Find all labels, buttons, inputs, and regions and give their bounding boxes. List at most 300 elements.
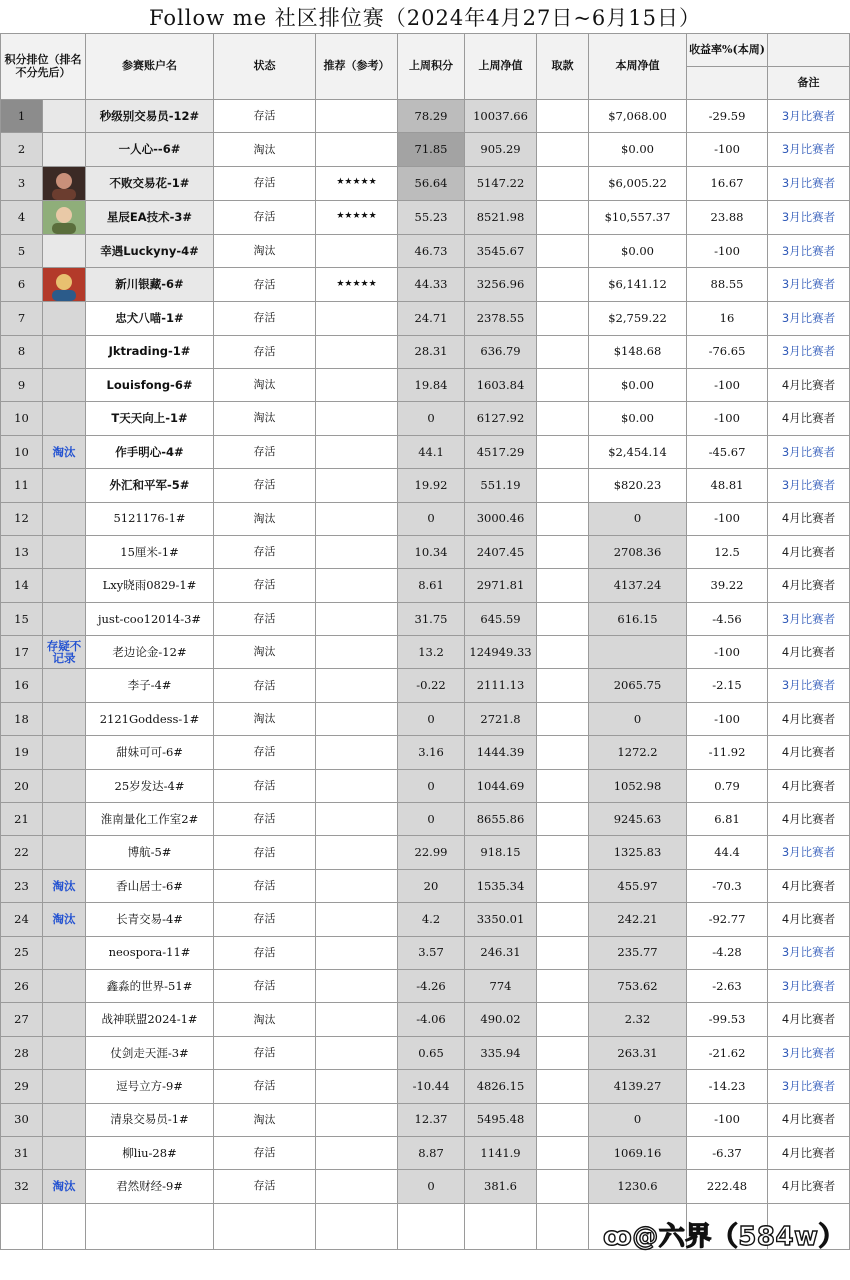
last-nav: 1141.9 [465,1136,537,1169]
note-cell: 4月比赛者 [768,903,850,936]
return-cell: -100 [687,234,768,267]
return-cell: 23.88 [687,200,768,234]
last-points: 0 [398,502,465,535]
account-name: 新川银藏-6# [86,268,214,302]
this-nav: 1069.16 [589,1136,687,1169]
withdraw-cell [537,1036,589,1069]
withdraw-cell [537,1070,589,1103]
status-cell: 存活 [214,535,316,568]
status-cell: 存活 [214,268,316,302]
last-nav: 3350.01 [465,903,537,936]
avatar [43,201,85,234]
status-cell: 存活 [214,803,316,836]
last-points: -10.44 [398,1070,465,1103]
table-row [1,1136,850,1169]
blank-cell [398,1203,465,1249]
blank-cell [316,1203,398,1249]
account-name: 逗号立方-9# [86,1070,214,1103]
table-row [1,769,850,802]
table-row [1,469,850,502]
rank-cell: 27 [1,1003,43,1036]
header-withdraw: 取款 [537,34,589,100]
withdraw-cell [537,936,589,969]
this-nav: $0.00 [589,234,687,267]
return-cell: 12.5 [687,535,768,568]
recommend-stars [316,435,398,468]
note-cell: 4月比赛者 [768,368,850,401]
note-cell: 4月比赛者 [768,1003,850,1036]
note-cell: 4月比赛者 [768,1170,850,1203]
status-cell: 存活 [214,869,316,902]
last-points: 28.31 [398,335,465,368]
table-row [1,402,850,435]
note-cell: 3月比赛者 [768,836,850,869]
return-cell: -2.15 [687,669,768,702]
recommend-stars [316,234,398,267]
last-points: 0 [398,702,465,735]
mark-cell [43,502,86,535]
account-name: Lxy晓雨0829-1# [86,569,214,602]
last-nav: 918.15 [465,836,537,869]
status-cell: 淘汰 [214,502,316,535]
status-cell: 淘汰 [214,1103,316,1136]
last-points: 20 [398,869,465,902]
return-cell: -99.53 [687,1003,768,1036]
this-nav: 1230.6 [589,1170,687,1203]
status-cell: 存活 [214,836,316,869]
blank-cell [86,1203,214,1249]
mark-cell [43,769,86,802]
withdraw-cell [537,1170,589,1203]
account-name: 星辰EA技术-3# [86,200,214,234]
account-name: 忠犬八喵-1# [86,302,214,335]
mark-cell [43,133,86,166]
mark-cell [43,200,86,234]
this-nav: 2065.75 [589,669,687,702]
note-cell: 4月比赛者 [768,702,850,735]
mark-cell [43,702,86,735]
last-nav: 551.19 [465,469,537,502]
table-row [1,335,850,368]
return-cell: 88.55 [687,268,768,302]
table-row [1,1036,850,1069]
account-name: 2121Goddess-1# [86,702,214,735]
recommend-stars [316,602,398,635]
account-name: T天天向上-1# [86,402,214,435]
account-name: 作手明心-4# [86,435,214,468]
mark-cell [43,1103,86,1136]
withdraw-cell [537,836,589,869]
return-cell: -14.23 [687,1070,768,1103]
return-cell: -11.92 [687,736,768,769]
rank-cell: 28 [1,1036,43,1069]
table-row [1,636,850,669]
status-cell: 存活 [214,669,316,702]
eliminated-mark: 存疑不记录 [43,636,86,669]
rank-cell: 30 [1,1103,43,1136]
note-cell: 3月比赛者 [768,1036,850,1069]
blank-cell [214,1203,316,1249]
status-cell: 存活 [214,335,316,368]
last-points: 78.29 [398,100,465,133]
recommend-stars [316,368,398,401]
avatar [43,167,85,200]
mark-cell [43,535,86,568]
return-cell: -100 [687,1103,768,1136]
mark-cell [43,1136,86,1169]
withdraw-cell [537,702,589,735]
header-status: 状态 [214,34,316,100]
recommend-stars [316,1036,398,1069]
note-cell: 3月比赛者 [768,268,850,302]
note-cell: 4月比赛者 [768,502,850,535]
this-nav [589,636,687,669]
withdraw-cell [537,166,589,200]
recommend-stars [316,636,398,669]
header-this-nav: 本周净值 [589,34,687,100]
header-return-blank [687,67,768,100]
eliminated-mark: 淘汰 [43,903,86,936]
return-cell: -100 [687,368,768,401]
status-cell: 存活 [214,569,316,602]
withdraw-cell [537,469,589,502]
return-cell: 0.79 [687,769,768,802]
table-row [1,535,850,568]
table-row [1,669,850,702]
note-cell: 4月比赛者 [768,402,850,435]
recommend-stars [316,836,398,869]
status-cell: 存活 [214,1136,316,1169]
mark-cell [43,402,86,435]
account-name: 25岁发达-4# [86,769,214,802]
rank-cell: 18 [1,702,43,735]
rank-cell: 6 [1,268,43,302]
mark-cell [43,569,86,602]
page-title: Follow me 社区排位赛（2024年4月27日~6月15日） [0,0,850,34]
account-name: 5121176-1# [86,502,214,535]
table-row [1,569,850,602]
mark-cell [43,836,86,869]
note-cell: 3月比赛者 [768,200,850,234]
last-points: 8.61 [398,569,465,602]
mark-cell [43,669,86,702]
status-cell: 淘汰 [214,636,316,669]
last-points: 0 [398,803,465,836]
last-points: 46.73 [398,234,465,267]
this-nav: 455.97 [589,869,687,902]
this-nav: $10,557.37 [589,200,687,234]
table-row [1,100,850,133]
account-name: 老边论金-12# [86,636,214,669]
weibo-icon: ꝏ [603,1222,633,1252]
last-points: 8.87 [398,1136,465,1169]
recommend-stars [316,535,398,568]
note-cell: 3月比赛者 [768,969,850,1002]
blank-cell [465,1203,537,1249]
note-cell: 4月比赛者 [768,535,850,568]
last-nav: 335.94 [465,1036,537,1069]
this-nav: 0 [589,1103,687,1136]
status-cell: 存活 [214,1070,316,1103]
rank-cell: 13 [1,535,43,568]
header-last-nav: 上周净值 [465,34,537,100]
header-recommend: 推荐（参考） [316,34,398,100]
account-name: 外汇和平军-5# [86,469,214,502]
account-name: 鑫淼的世界-51# [86,969,214,1002]
note-cell: 3月比赛者 [768,936,850,969]
account-name: 幸遇Luckyny-4# [86,234,214,267]
mark-cell [43,335,86,368]
return-cell: -4.28 [687,936,768,969]
this-nav: 1052.98 [589,769,687,802]
rank-cell: 17 [1,636,43,669]
recommend-stars: ★★★★★ [316,268,398,302]
last-nav: 2721.8 [465,702,537,735]
last-nav: 4517.29 [465,435,537,468]
withdraw-cell [537,368,589,401]
account-name: 秒级别交易员-12# [86,100,214,133]
this-nav: 1272.2 [589,736,687,769]
watermark: ꝏ@六界（584w） [603,1222,846,1252]
this-nav: 1325.83 [589,836,687,869]
note-cell: 4月比赛者 [768,736,850,769]
mark-cell [43,1070,86,1103]
withdraw-cell [537,133,589,166]
account-name: just-coo12014-3# [86,602,214,635]
status-cell: 存活 [214,435,316,468]
rank-cell: 20 [1,769,43,802]
rank-cell: 11 [1,469,43,502]
last-nav: 1535.34 [465,869,537,902]
rank-cell: 14 [1,569,43,602]
account-name: neospora-11# [86,936,214,969]
last-points: -4.06 [398,1003,465,1036]
return-cell: -92.77 [687,903,768,936]
this-nav: $0.00 [589,133,687,166]
rank-cell: 12 [1,502,43,535]
recommend-stars [316,133,398,166]
mark-cell [43,1003,86,1036]
recommend-stars [316,936,398,969]
account-name: Jktrading-1# [86,335,214,368]
note-cell: 3月比赛者 [768,302,850,335]
rank-cell: 10 [1,402,43,435]
header-account: 参赛账户名 [86,34,214,100]
header-rank: 积分排位（排名不分先后） [1,34,86,100]
last-points: 31.75 [398,602,465,635]
withdraw-cell [537,502,589,535]
table-row [1,368,850,401]
account-name: 甜妹可可-6# [86,736,214,769]
last-points: 0.65 [398,1036,465,1069]
note-cell: 3月比赛者 [768,1070,850,1103]
rank-cell: 3 [1,166,43,200]
last-nav: 490.02 [465,1003,537,1036]
status-cell: 存活 [214,1036,316,1069]
last-nav: 381.6 [465,1170,537,1203]
return-cell: -76.65 [687,335,768,368]
last-points: 13.2 [398,636,465,669]
this-nav: $148.68 [589,335,687,368]
account-name: 战神联盟2024-1# [86,1003,214,1036]
note-cell: 3月比赛者 [768,435,850,468]
return-cell: 39.22 [687,569,768,602]
return-cell: 16 [687,302,768,335]
last-points: 71.85 [398,133,465,166]
note-cell: 4月比赛者 [768,1136,850,1169]
account-name: 仗剑走天涯-3# [86,1036,214,1069]
table-row [1,903,850,936]
table-row [1,736,850,769]
withdraw-cell [537,535,589,568]
table-row [1,268,850,302]
withdraw-cell [537,1136,589,1169]
last-nav: 8655.86 [465,803,537,836]
last-points: -0.22 [398,669,465,702]
withdraw-cell [537,435,589,468]
mark-cell [43,936,86,969]
account-name: 柳liu-28# [86,1136,214,1169]
table-row [1,803,850,836]
rank-cell: 8 [1,335,43,368]
last-nav: 124949.33 [465,636,537,669]
header-note: 备注 [768,67,850,100]
mark-cell [43,302,86,335]
blank-cell [537,1203,589,1249]
rank-cell: 26 [1,969,43,1002]
withdraw-cell [537,402,589,435]
this-nav: 235.77 [589,936,687,969]
note-cell: 3月比赛者 [768,602,850,635]
recommend-stars [316,803,398,836]
last-nav: 4826.15 [465,1070,537,1103]
rank-cell: 22 [1,836,43,869]
this-nav: 616.15 [589,602,687,635]
eliminated-mark: 淘汰 [43,435,86,468]
blank-cell [43,1203,86,1249]
status-cell: 存活 [214,1170,316,1203]
last-nav: 5147.22 [465,166,537,200]
status-cell: 淘汰 [214,1003,316,1036]
return-cell: 16.67 [687,166,768,200]
rank-cell: 15 [1,602,43,635]
last-nav: 774 [465,969,537,1002]
last-nav: 645.59 [465,602,537,635]
table-row [1,869,850,902]
status-cell: 存活 [214,302,316,335]
return-cell: -100 [687,636,768,669]
table-row [1,133,850,166]
table-body [1,100,850,1250]
note-cell: 4月比赛者 [768,1103,850,1136]
mark-cell [43,100,86,133]
last-points: 56.64 [398,166,465,200]
mark-cell [43,234,86,267]
last-nav: 3545.67 [465,234,537,267]
this-nav: $820.23 [589,469,687,502]
return-cell: -45.67 [687,435,768,468]
eliminated-mark: 淘汰 [43,1170,86,1203]
this-nav: 2708.36 [589,535,687,568]
header-last-points: 上周积分 [398,34,465,100]
header-blank [768,34,850,67]
recommend-stars [316,569,398,602]
account-name: 君然财经-9# [86,1170,214,1203]
status-cell: 存活 [214,469,316,502]
return-cell: -29.59 [687,100,768,133]
account-name: 淮南量化工作室2# [86,803,214,836]
note-cell: 4月比赛者 [768,803,850,836]
this-nav: $2,759.22 [589,302,687,335]
withdraw-cell [537,1003,589,1036]
rank-cell: 24 [1,903,43,936]
withdraw-cell [537,234,589,267]
withdraw-cell [537,200,589,234]
last-nav: 636.79 [465,335,537,368]
rank-cell: 25 [1,936,43,969]
table-row [1,166,850,200]
last-nav: 3256.96 [465,268,537,302]
table-row [1,702,850,735]
status-cell: 存活 [214,100,316,133]
last-points: 10.34 [398,535,465,568]
status-cell: 淘汰 [214,702,316,735]
table-row [1,234,850,267]
last-nav: 2407.45 [465,535,537,568]
mark-cell [43,166,86,200]
note-cell: 3月比赛者 [768,335,850,368]
table-row [1,1103,850,1136]
status-cell: 存活 [214,602,316,635]
mark-cell [43,969,86,1002]
return-cell: -100 [687,702,768,735]
withdraw-cell [537,302,589,335]
rank-cell: 16 [1,669,43,702]
withdraw-cell [537,100,589,133]
return-cell: -100 [687,133,768,166]
mark-cell [43,602,86,635]
last-points: 0 [398,769,465,802]
last-points: 44.33 [398,268,465,302]
note-cell: 3月比赛者 [768,234,850,267]
this-nav: $2,454.14 [589,435,687,468]
rank-cell: 23 [1,869,43,902]
status-cell: 淘汰 [214,368,316,401]
withdraw-cell [537,569,589,602]
note-cell: 4月比赛者 [768,636,850,669]
last-nav: 1044.69 [465,769,537,802]
return-cell: -2.63 [687,969,768,1002]
return-cell: -4.56 [687,602,768,635]
return-cell: -70.3 [687,869,768,902]
last-nav: 2378.55 [465,302,537,335]
rank-cell: 31 [1,1136,43,1169]
recommend-stars [316,736,398,769]
this-nav: $7,068.00 [589,100,687,133]
note-cell: 4月比赛者 [768,769,850,802]
recommend-stars [316,702,398,735]
note-cell: 3月比赛者 [768,133,850,166]
table-row [1,502,850,535]
account-name: Louisfong-6# [86,368,214,401]
recommend-stars [316,869,398,902]
recommend-stars: ★★★★★ [316,200,398,234]
account-name: 不败交易花-1# [86,166,214,200]
mark-cell [43,268,86,302]
header-return: 收益率%(本周) [687,34,768,67]
recommend-stars [316,302,398,335]
last-nav: 1603.84 [465,368,537,401]
